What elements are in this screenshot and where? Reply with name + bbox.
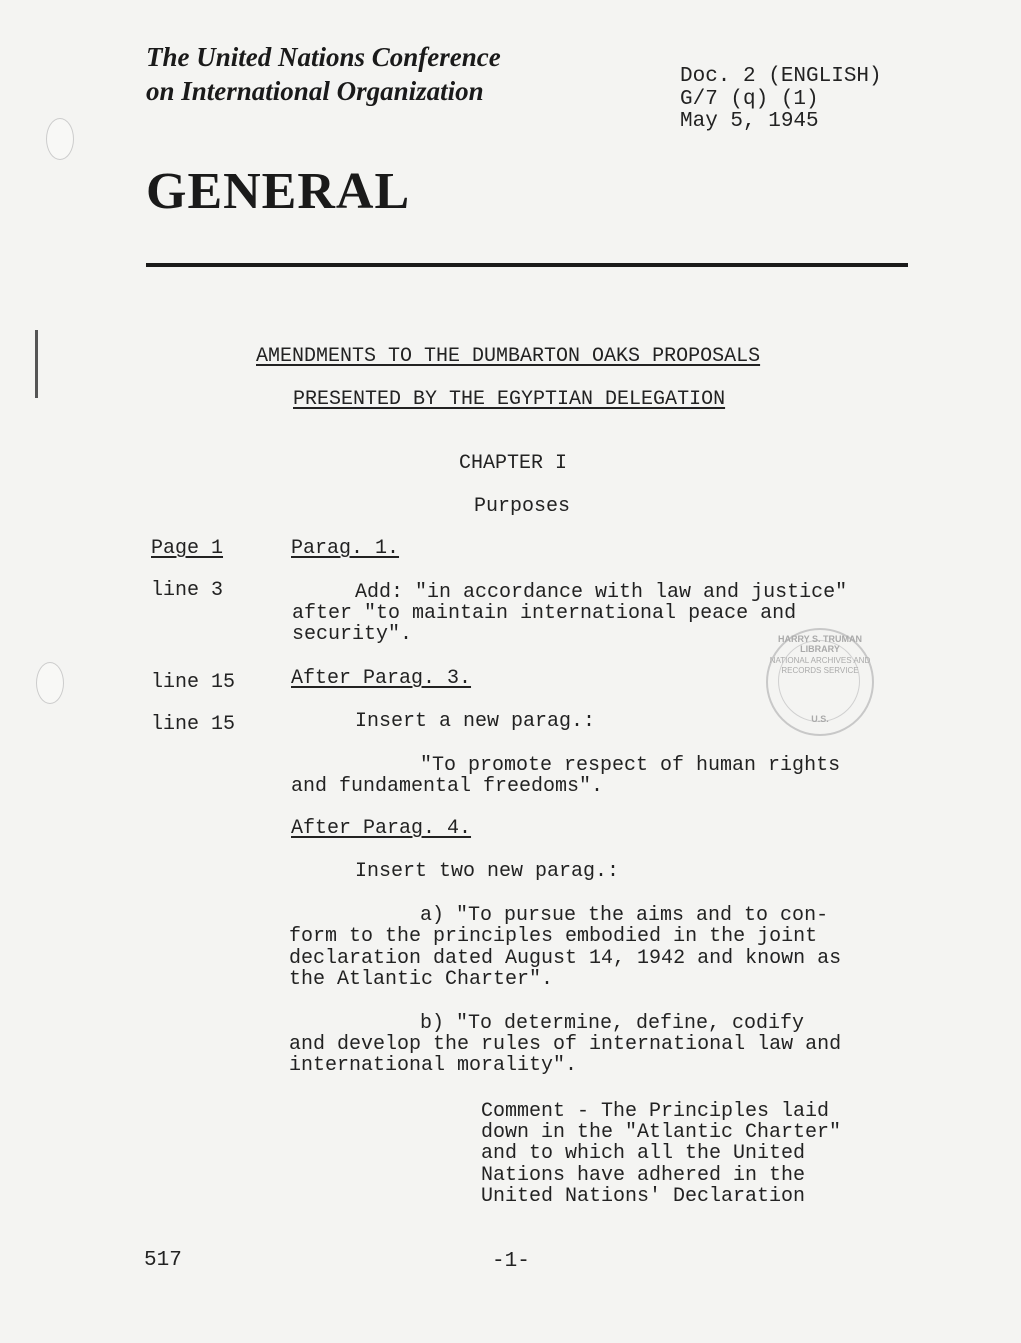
chapter-subject: Purposes	[474, 495, 571, 518]
amendment-add-line3: security".	[292, 623, 413, 646]
subparagraph-a-line2: form to the principles embodied in the joint	[289, 925, 818, 948]
subparagraph-a-line3: declaration dated August 14, 1942 and known as	[289, 947, 842, 970]
insert-instruction: Insert a new parag.:	[355, 710, 596, 733]
comment-line3: and to which all the United	[481, 1142, 806, 1165]
punch-hole	[46, 118, 74, 160]
subparagraph-b-line2: and develop the rules of international law and	[289, 1033, 842, 1056]
title-line2: PRESENTED BY THE EGYPTIAN DELEGATION	[293, 388, 726, 411]
amendment-add-line1: Add: "in accordance with law and justice"	[355, 581, 848, 604]
line-reference: line 15	[151, 671, 236, 694]
page-reference: Page 1	[151, 537, 224, 560]
line-reference: line 3	[151, 579, 224, 602]
comment-line5: United Nations' Declaration	[481, 1185, 806, 1208]
after-paragraph-4-heading: After Parag. 4.	[291, 817, 472, 840]
chapter-heading: CHAPTER I	[459, 452, 568, 475]
page-number: -1-	[492, 1250, 530, 1273]
subparagraph-a-line1: a) "To pursue the aims and to con-	[420, 904, 829, 927]
archive-stamp	[766, 628, 874, 736]
stamp-inner-text: NATIONAL ARCHIVES AND RECORDS SERVICE	[769, 656, 871, 675]
subparagraph-b-line3: international morality".	[289, 1054, 578, 1077]
document-number: 517	[144, 1249, 182, 1272]
subparagraph-a-line4: the Atlantic Charter".	[289, 968, 554, 991]
amendment-add-line2: after "to maintain international peace and	[292, 602, 797, 625]
punch-hole	[36, 662, 64, 704]
title-line1: AMENDMENTS TO THE DUMBARTON OAKS PROPOSALS	[256, 345, 761, 368]
margin-mark	[35, 330, 38, 398]
insert-instruction: Insert two new parag.:	[355, 860, 620, 883]
doc-date: May 5, 1945	[680, 110, 819, 133]
stamp-bottom-text: U.S.	[811, 714, 829, 724]
header-rule	[146, 263, 908, 267]
doc-reference: Doc. 2 (ENGLISH)	[680, 65, 882, 88]
comment-line4: Nations have adhered in the	[481, 1164, 806, 1187]
subparagraph-b-line1: b) "To determine, define, codify	[420, 1012, 805, 1035]
conference-title-line2: on International Organization	[146, 76, 484, 106]
comment-line2: down in the "Atlantic Charter"	[481, 1121, 842, 1144]
promote-rights-line1: "To promote respect of human rights	[420, 754, 841, 777]
comment-line1: Comment - The Principles laid	[481, 1100, 830, 1123]
promote-rights-line2: and fundamental freedoms".	[291, 775, 604, 798]
stamp-top-text: HARRY S. TRUMAN LIBRARY	[777, 634, 862, 654]
doc-code: G/7 (q) (1)	[680, 88, 819, 111]
after-paragraph-3-heading: After Parag. 3.	[291, 667, 472, 690]
line-reference: line 15	[151, 713, 236, 736]
section-heading: GENERAL	[146, 163, 411, 220]
paragraph-1-heading: Parag. 1.	[291, 537, 400, 560]
conference-title-line1: The United Nations Conference	[146, 42, 501, 72]
